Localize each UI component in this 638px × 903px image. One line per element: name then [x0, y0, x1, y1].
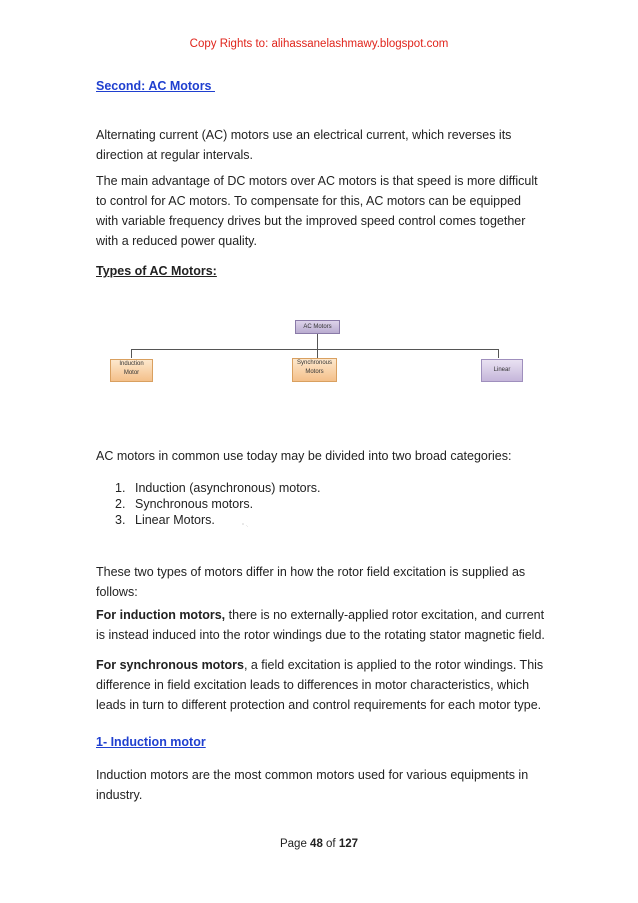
section-title-ac-motors[interactable]: Second: AC Motors [96, 79, 215, 93]
list-item [96, 496, 546, 512]
diagram-connector-horizontal [131, 349, 499, 350]
synchronous-node-line2: Motors [305, 369, 324, 375]
intro-paragraph: Alternating current (AC) motors use an electrical current, which reverses its direction at regular intervals. [96, 128, 512, 162]
synchronous-motors-paragraph [96, 655, 546, 715]
induction-node-line2: Motor [123, 370, 140, 376]
types-heading: Types of AC Motors: [96, 264, 217, 278]
diagram-node-synchronous-motors [292, 358, 337, 382]
list-item-number: 1. [115, 481, 126, 495]
induction-motors-text: there is no externally-applied rotor excitation, and current is instead induced into the rotor windings due to the rotating stator magnetic field. [96, 608, 545, 642]
list-item-text: Induction (asynchronous) motors. [135, 481, 321, 495]
footer-current-page: 48 [310, 838, 323, 850]
footer-of: of [322, 838, 339, 850]
scan-speck: ° ·. [242, 523, 249, 529]
induction-description: Induction motors are the most common motors used for various equipments in industry. [96, 768, 529, 802]
list-item [96, 512, 546, 528]
induction-node-line1: Induction [119, 361, 144, 367]
list-item-number: 2. [115, 497, 126, 511]
categories-intro: AC motors in common use today may be divided into two broad categories: [96, 449, 512, 463]
induction-motors-paragraph [96, 605, 546, 645]
ac-motors-diagram [96, 316, 536, 396]
copyright-header: Copy Rights to: alihassanelashmawy.blogspot.com [189, 38, 449, 50]
categories-list [96, 480, 546, 528]
list-item [96, 480, 546, 496]
diagram-connector-linear [498, 349, 499, 358]
list-item-text: Synchronous motors. [135, 497, 254, 511]
diagram-node-induction-motor [110, 359, 153, 382]
diagram-node-linear: Linear [481, 359, 523, 382]
diagram-connector-induction [131, 349, 132, 358]
induction-motors-bold: For induction motors, [96, 608, 226, 622]
advantage-paragraph: The main advantage of DC motors over AC motors is that speed is more difficult to control for AC motors. To compensate for this, AC motors can be equipped with variable frequency drives but the improved speed control comes together with a reduced power quality. [96, 174, 538, 248]
list-item-number: 3. [115, 513, 126, 527]
footer-prefix: Page [279, 838, 311, 850]
diagram-connector-root [317, 334, 318, 358]
differ-paragraph: These two types of motors differ in how the rotor field excitation is supplied as follows: [96, 565, 526, 599]
synchronous-node-line1: Synchronous [296, 360, 333, 366]
synchronous-motors-text: , a field excitation is applied to the rotor windings. This difference in field excitation leads to differences in motor characteristics, which leads in turn to different protection and control requirements for each motor type. [96, 658, 544, 712]
induction-motor-heading[interactable]: 1- Induction motor [96, 735, 206, 749]
footer-total-pages: 127 [338, 838, 359, 850]
diagram-node-ac-motors: AC Motors [295, 320, 340, 334]
synchronous-motors-bold: For synchronous motors [96, 658, 244, 672]
list-item-text: Linear Motors. [135, 513, 215, 527]
page-footer [0, 838, 638, 850]
